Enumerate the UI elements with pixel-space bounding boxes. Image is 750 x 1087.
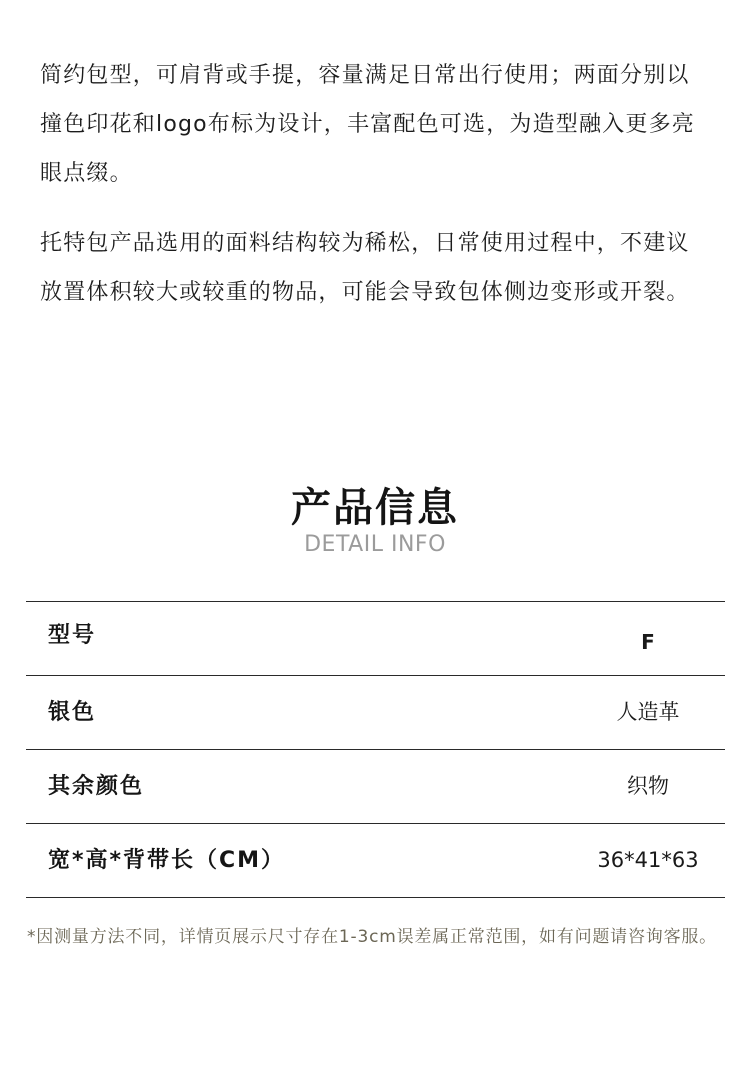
info-value-silver: 人造革 bbox=[616, 700, 680, 724]
info-label-dimensions: 宽*高*背带长（CM） bbox=[48, 848, 286, 873]
measurement-note: *因测量方法不同，详情页展示尺寸存在1-3cm误差属正常范围，如有问题请咨询客服。 bbox=[27, 927, 717, 947]
section-subtitle: DETAIL INFO bbox=[304, 532, 446, 557]
description-paragraph-1: 简约包型，可肩背或手提，容量满足日常出行使用；两面分别以撞色印花和logo布标为设计，丰富配色可选，为造型融入更多亮眼点缀。 bbox=[40, 63, 695, 186]
section-title: 产品信息 bbox=[291, 485, 459, 531]
info-row-model bbox=[26, 602, 725, 676]
info-value-dimensions: 36*41*63 bbox=[597, 848, 699, 872]
info-label-other-colors: 其余颜色 bbox=[48, 774, 145, 799]
info-row-other-colors bbox=[26, 750, 725, 824]
info-label-silver: 银色 bbox=[48, 700, 97, 725]
info-value-other-colors: 织物 bbox=[627, 774, 669, 798]
info-value-model: F bbox=[641, 630, 655, 654]
product-info-table bbox=[26, 601, 725, 898]
info-row-silver bbox=[26, 676, 725, 750]
description-paragraph-2: 托特包产品选用的面料结构较为稀松，日常使用过程中，不建议放置体积较大或较重的物品，可能会导致包体侧边变形或开裂。 bbox=[40, 231, 690, 305]
info-row-dimensions bbox=[26, 824, 725, 898]
info-label-model: 型号 bbox=[48, 623, 97, 648]
